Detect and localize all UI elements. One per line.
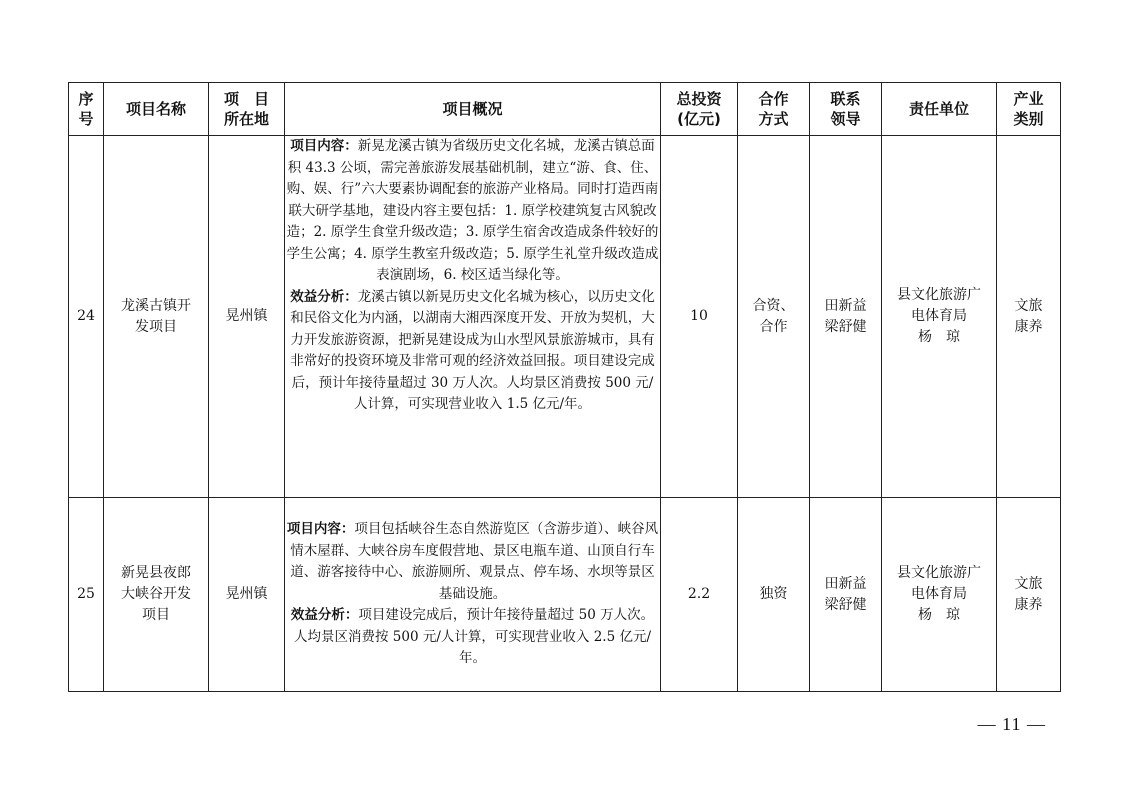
header-investment — [661, 83, 738, 136]
unit-line3: 杨 琼 — [918, 607, 960, 623]
unit-line1: 县文化旅游广 — [897, 287, 981, 303]
table-row — [69, 136, 1061, 498]
category-line1: 文旅 — [1014, 575, 1043, 592]
project-name-line1: 新晃县夜郎 — [121, 565, 191, 581]
row-mode: 独资 — [738, 498, 810, 692]
row-investment: 10 — [661, 136, 738, 498]
category-line2: 康养 — [1014, 596, 1043, 613]
row-leader — [810, 498, 882, 692]
header-leader — [810, 83, 882, 136]
header-seq-b: 号 — [78, 110, 94, 128]
unit-line2: 电体育局 — [911, 586, 967, 602]
row-project-name — [104, 136, 209, 498]
unit-line3: 杨 琼 — [918, 329, 960, 345]
table-row — [69, 498, 1061, 692]
benefit-label: 效益分析： — [290, 607, 359, 624]
unit-line1: 县文化旅游广 — [897, 565, 981, 581]
leader-line1: 田新益 — [824, 575, 867, 592]
mode-line1: 合资、 — [752, 297, 795, 314]
header-mode — [738, 83, 810, 136]
project-name-line2: 发项目 — [135, 318, 177, 335]
benefit-label: 效益分析： — [290, 288, 358, 305]
row-unit — [882, 136, 997, 498]
header-leader-line2: 领导 — [830, 110, 861, 128]
row-overview — [285, 136, 661, 498]
header-unit: 责任单位 — [882, 83, 997, 136]
leader-line2: 梁舒健 — [824, 318, 867, 335]
row-seq: 24 — [69, 136, 104, 498]
project-name-line1: 龙溪古镇开 — [121, 297, 191, 314]
projects-table — [68, 82, 1061, 692]
table-header-row — [69, 83, 1061, 136]
page-number: — 11 — — [977, 714, 1046, 734]
header-seq — [69, 83, 104, 136]
header-category-line1: 产业 — [1013, 90, 1044, 108]
row-leader — [810, 136, 882, 498]
leader-line2: 梁舒健 — [824, 596, 867, 613]
header-category-line2: 类别 — [1013, 110, 1044, 128]
content-text: 项目包括峡谷生态自然游览区（含游步道）、峡谷风情木屋群、大峡谷房车度假营地、景区电瓶车道、山顶自行车道、游客接待中心、旅游厕所、观景点、停车场、水坝等景区基础设施。 — [290, 521, 659, 602]
row-mode — [738, 136, 810, 498]
project-name-line2: 大峡谷开发 — [121, 586, 191, 602]
row-unit — [882, 498, 997, 692]
header-investment-line1: 总投资 — [676, 90, 722, 108]
benefit-text: 项目建设完成后，预计年接待量超过 50 万人次。人均景区消费按 500 元/人计算，可实现营业收入 2.5 亿元/年。 — [294, 607, 655, 667]
header-category — [997, 83, 1061, 136]
header-leader-line1: 联系 — [830, 90, 861, 108]
header-overview: 项目概况 — [285, 83, 661, 136]
header-mode-line1: 合作 — [758, 90, 789, 108]
unit-line2: 电体育局 — [911, 308, 967, 324]
header-name: 项目名称 — [104, 83, 209, 136]
header-mode-line2: 方式 — [758, 110, 789, 128]
content-text: 新晃龙溪古镇为省级历史文化名城，龙溪古镇总面积 43.3 公顷，需完善旅游发展基础机制，建立“游、食、住、购、娱、行”六大要素协调配套的旅游产业格局。同时打造西南联大研学基地，建设内容主要包括：1. 原学校建筑复古风貌改造；2. 原学生食堂升级改造；3. 原学生宿舍改造成条件较好的学生公寓；4. 原学生教室升级改造；5. 原学生礼堂升级改造成表演剧场，6. 校区适当绿化等。 — [286, 138, 659, 283]
row-overview — [285, 498, 661, 692]
benefit-text: 龙溪古镇以新晃历史文化名城为核心，以历史文化和民俗文化为内涵，以湖南大湘西深度开发、开放为契机，大力开发旅游资源，把新晃建设成为山水型风景旅游城市，具有非常好的投资环境及非常可观的经济效益回报。项目建设完成后，预计年接待量超过 30 万人次。人均景区消费按 500 元/人计算，可实现营业收入 1.5 亿元/年。 — [290, 288, 655, 412]
header-investment-line2: (亿元) — [677, 110, 721, 128]
content-label: 项目内容： — [286, 521, 355, 538]
header-location — [209, 83, 285, 136]
leader-line1: 田新益 — [824, 297, 867, 314]
row-project-name — [104, 498, 209, 692]
category-line1: 文旅 — [1014, 297, 1043, 314]
mode-line2: 合作 — [759, 318, 788, 335]
row-category — [997, 498, 1061, 692]
row-location: 晃州镇 — [209, 136, 285, 498]
row-seq: 25 — [69, 498, 104, 692]
category-line2: 康养 — [1014, 318, 1043, 335]
project-name-line3: 项目 — [142, 607, 170, 623]
row-investment: 2.2 — [661, 498, 738, 692]
header-location-line1: 项 目 — [223, 90, 269, 108]
row-location: 晃州镇 — [209, 498, 285, 692]
row-category — [997, 136, 1061, 498]
content-label: 项目内容： — [290, 138, 358, 154]
header-location-line2: 所在地 — [223, 110, 269, 128]
header-seq-a: 序 — [78, 90, 94, 108]
